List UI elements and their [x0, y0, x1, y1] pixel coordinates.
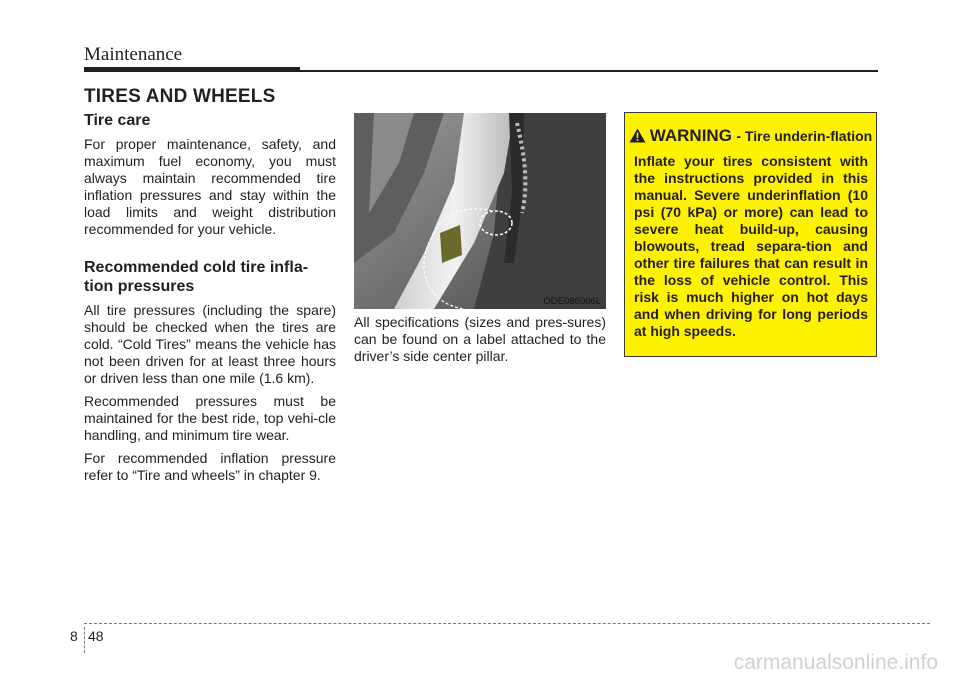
header-rule [300, 70, 878, 72]
warning-box [624, 112, 877, 357]
figure-caption: ODE086006L [543, 296, 601, 307]
warning-word: WARNING [649, 126, 732, 145]
warning-triangle-icon [629, 128, 646, 147]
tire-care-heading: Tire care [84, 112, 151, 129]
cold-pressure-paragraph-2: Recommended pressures must be maintained for the best ride, top vehi-cle handling, and minimum tire wear. [84, 393, 336, 443]
page-number: 48 [88, 628, 104, 644]
warning-subtitle: - Tire underin-flation [736, 128, 873, 144]
header-rule-thick [84, 67, 300, 72]
footer-rule [84, 623, 930, 624]
warning-header [625, 127, 876, 147]
tire-care-paragraph: For proper maintenance, safety, and maximum fuel economy, you must always maintain recommended tire inflation pressures and stay within the load limits and weight distribution recommended for your vehicle. [84, 136, 336, 237]
warning-body: Inflate your tires consistent with the instructions provided in this manual. Severe underinflation (10 psi (70 kPa) or more) can lead to severe heat build-up, causing blowouts, tread separa-tion and other tire failures that can result in the loss of vehicle control. This risk is much higher on hot days and when driving for long periods at high speeds. [634, 153, 868, 339]
cold-pressure-heading: Recommended cold tire infla-tion pressures [84, 259, 309, 295]
watermark-text: carmanualsonline.info [733, 651, 938, 674]
left-column [84, 111, 336, 484]
section-title: TIRES AND WHEELS [84, 86, 276, 107]
figure-text-column [354, 314, 606, 365]
center-pillar-photo [354, 113, 606, 309]
cold-pressure-paragraph-3: For recommended inflation pressure refer to “Tire and wheels” in chapter 9. [84, 450, 336, 483]
running-header: Maintenance [84, 44, 183, 65]
door-pillar-illustration [354, 113, 606, 309]
cold-pressure-paragraph-1: All tire pressures (including the spare) should be checked when the tires are cold. “Cold Tires” means the vehicle has not been driven for at least three hours or driven less than one mile (1.6 km). [84, 302, 336, 386]
footer-divider [84, 627, 85, 653]
chapter-number: 8 [70, 628, 78, 644]
figure-paragraph: All specifications (sizes and pres-sures) can be found on a label attached to the driver’s side center pillar. [354, 314, 606, 364]
